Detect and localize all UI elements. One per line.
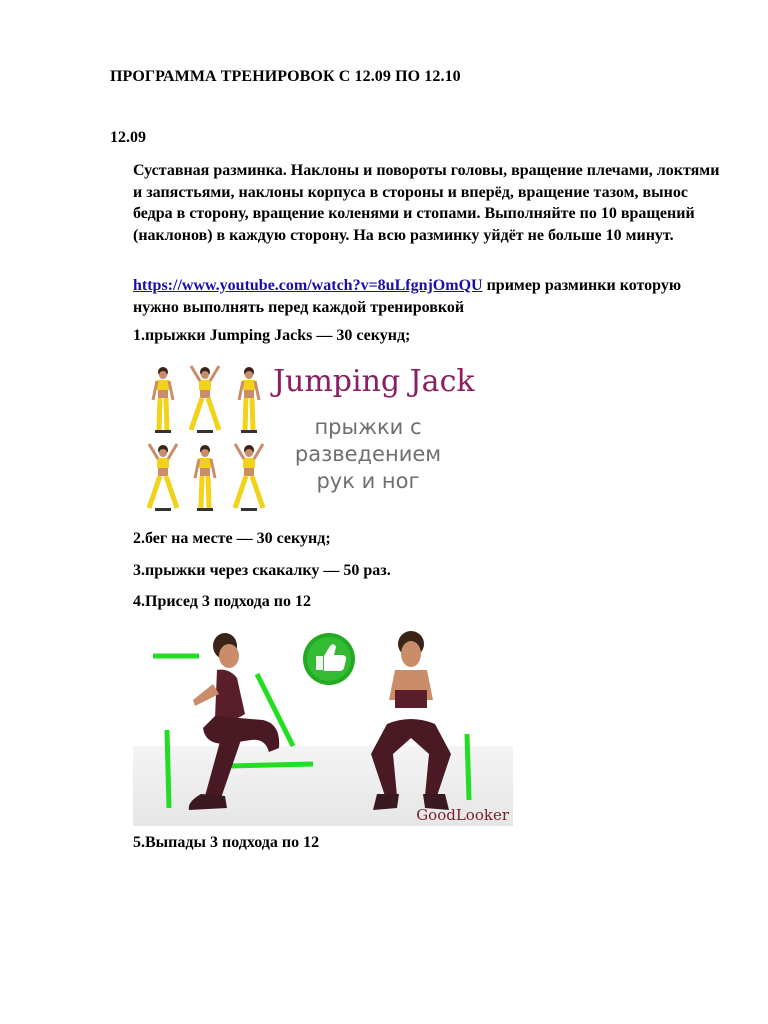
warmup-paragraph: Суставная разминка. Наклоны и повороты головы, вращение плечами, локтями и запястьями, наклоны корпуса в стороны и вперёд, вращение тазом, вынос бедра в сторону, вращение коленями и стопами. Выполняйте по 10 вращений (наклонов) в каждую сторону. На всю разминку уйдёт не больше 10 минут. <box>133 162 720 244</box>
jumping-jack-title: Jumping Jack <box>273 364 475 399</box>
jumping-jack-image <box>133 358 478 518</box>
guide-line <box>229 764 313 766</box>
exercise-item-1: 1.прыжки Jumping Jacks — 30 секунд; <box>133 327 411 344</box>
section-date: 12.09 <box>110 129 146 146</box>
squat-figures <box>133 628 513 826</box>
exercise-item-2: 2.бег на месте — 30 секунд; <box>133 530 331 547</box>
document-title: ПРОГРАММА ТРЕНИРОВОК С 12.09 ПО 12.10 <box>110 68 461 85</box>
squat-image <box>133 628 513 826</box>
front-squat-figure <box>371 631 451 810</box>
youtube-link[interactable]: https://www.youtube.com/watch?v=8uLfgnjOmQU <box>133 277 483 294</box>
exercise-item-3: 3.прыжки через скакалку — 50 раз. <box>133 562 391 579</box>
jumping-jack-figure <box>191 366 219 433</box>
jumping-jack-figure <box>195 445 215 511</box>
jumping-jack-caption: прыжки с разведением рук и ног <box>294 415 442 493</box>
exercise-item-5: 5.Выпады 3 подхода по 12 <box>133 834 320 851</box>
exercise-item-4: 4.Присед 3 подхода по 12 <box>133 593 311 610</box>
guide-line <box>167 730 169 808</box>
jumping-jack-figure <box>235 444 263 511</box>
jumping-jack-figure <box>153 367 173 433</box>
thumbs-up-icon <box>303 633 355 685</box>
jumping-jack-figures <box>133 358 278 518</box>
guide-line <box>467 734 469 800</box>
side-squat-figure <box>189 633 279 810</box>
goodlooker-watermark: GoodLooker <box>416 806 509 824</box>
link-note: пример разминки которую нужно выполнять перед каждой тренировкой <box>133 277 682 316</box>
warmup-link-paragraph <box>133 275 723 318</box>
jumping-jack-figure <box>149 444 177 511</box>
jumping-jack-figure <box>239 367 259 433</box>
